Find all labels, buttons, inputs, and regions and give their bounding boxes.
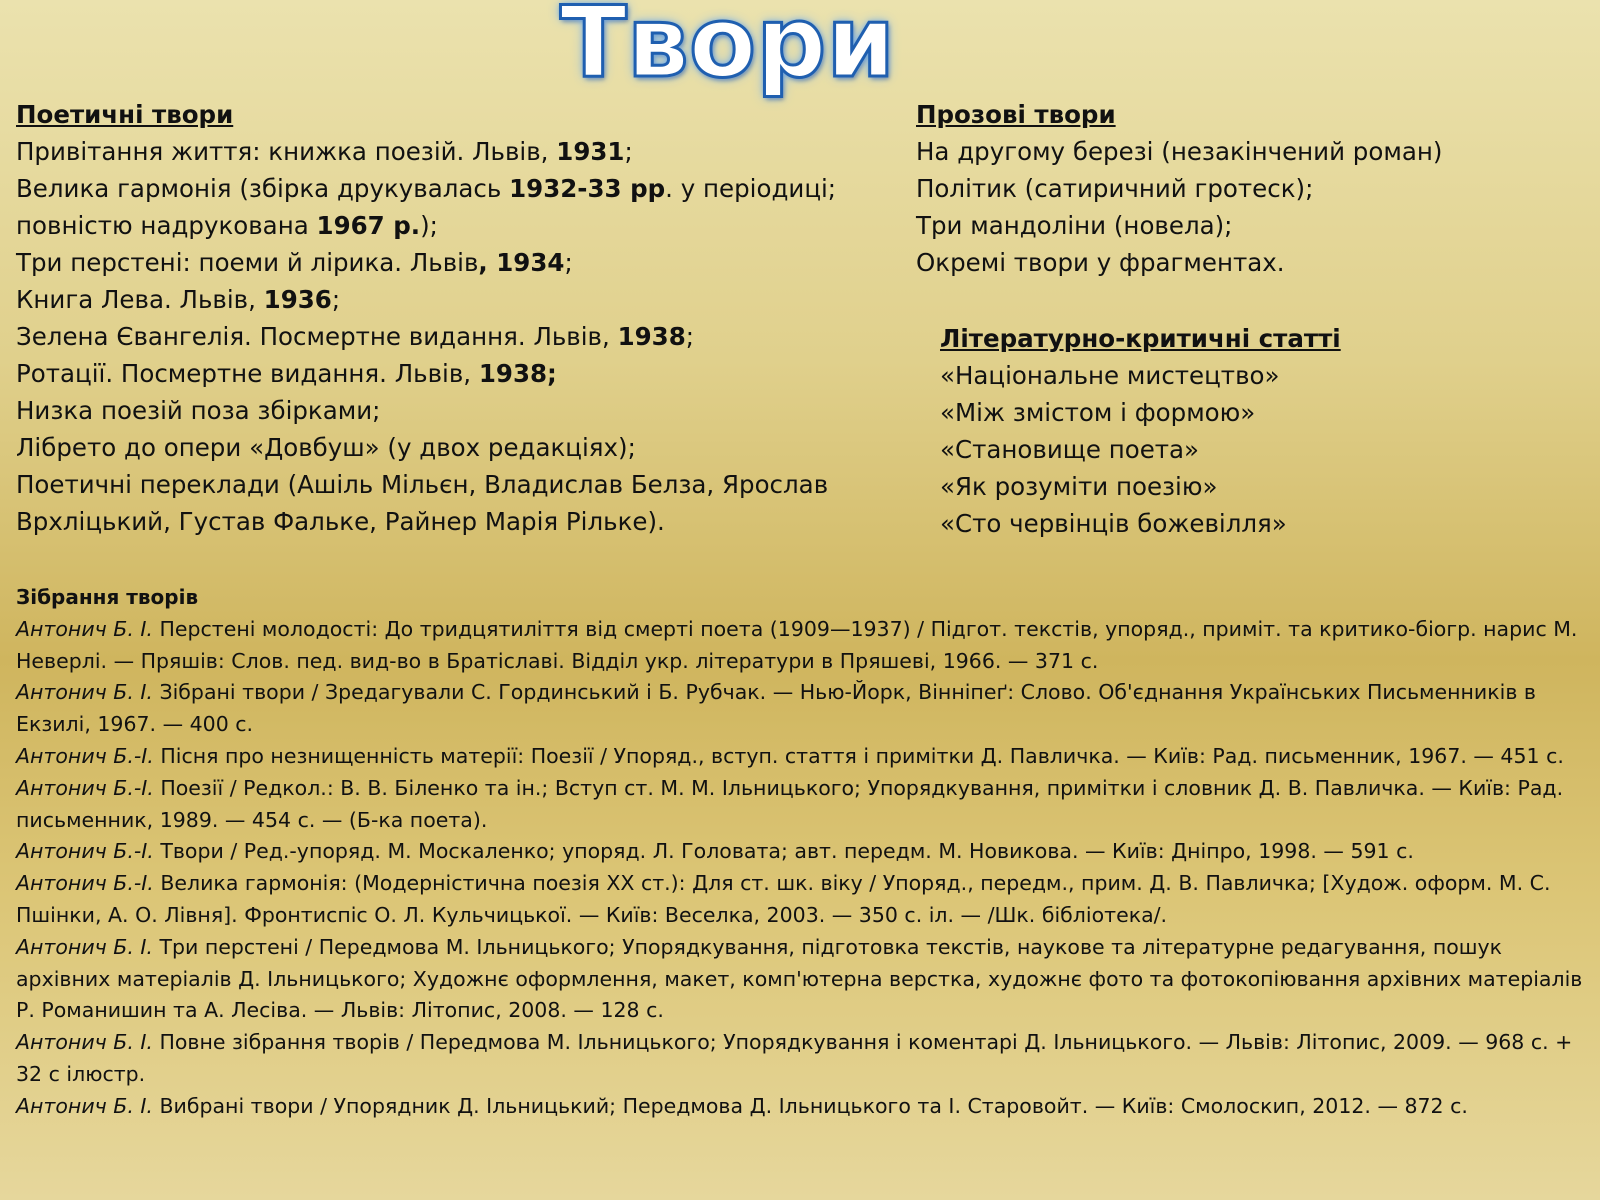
bibliography-entry: Антонич Б. І. Повне зібрання творів / Передмова М. Ільницького; Упорядкування і коментарі Д. Ільницького. — Львів: Літопис, 2009. — 968 с. + 32 с ілюстр.	[16, 1030, 1573, 1086]
bibliography-entry: Антонич Б. І. Зібрані твори / Зредагували С. Гординський і Б. Рубчак. — Нью-Йорк, Вінніпеґ: Слово. Об'єднання Українських Письменників в Екзилі, 1967. — 400 с.	[16, 680, 1537, 737]
critic-section	[940, 320, 1580, 542]
poetry-item: Привітання життя: книжка поезій. Львів, 1931;	[16, 137, 633, 166]
collected-heading: Зібрання творів	[16, 585, 199, 609]
poetry-section	[16, 96, 876, 540]
critic-item: «Становище поета»	[940, 435, 1200, 464]
critic-item: «Між змістом і формою»	[940, 398, 1256, 427]
poetry-item: Поетичні переклади (Ашіль Мільєн, Владислав Белза, Ярослав Врхліцький, Густав Фальке, Райнер Марія Рільке).	[16, 470, 829, 536]
poetry-item-continued: повністю надрукована 1967 р.);	[16, 211, 438, 240]
prose-item: На другому березі (незакінчений роман)	[916, 137, 1443, 166]
bibliography-entry: Антонич Б.-І. Твори / Ред.-упоряд. М. Москаленко; упоряд. Л. Головата; авт. передм. М. Новикова. — Київ: Дніпро, 1998. — 591 с.	[16, 839, 1414, 864]
critic-heading: Літературно-критичні статті	[940, 324, 1341, 353]
poetry-item: Велика гармонія (збірка друкувалась 1932-33 рр. у періодиці;	[16, 174, 837, 203]
poetry-item: Зелена Євангелія. Посмертне видання. Львів, 1938;	[16, 322, 695, 351]
bibliography-entry: Антонич Б.-І. Велика гармонія: (Модерністична поезія ХХ ст.): Для ст. шк. віку / Упоряд., передм., прим. Д. В. Павличка; [Худож. оформ. М. С. Пшінки, А. О. Лівня]. Фронтиспіс О. Л. Кульчицької. — Київ: Веселка, 2003. — 350 с. іл. — /Шк. бібліотека/.	[16, 871, 1551, 927]
bibliography-entry: Антонич Б. І. Перстені молодості: До тридцятиліття від смерті поета (1909—1937) / Підгот. текстів, упоряд., приміт. та критико-біогр. нарис М. Неверлі. — Пряшів: Слов. пед. вид-во в Братіславі. Відділ укр. літератури в Пряшеві, 1966. — 371 с.	[16, 616, 1578, 673]
collected-works-section	[16, 582, 1591, 1123]
poetry-item: Ротації. Посмертне видання. Львів, 1938;	[16, 359, 557, 388]
prose-heading: Прозові твори	[916, 100, 1116, 129]
critic-item: «Сто червінців божевілля»	[940, 509, 1287, 538]
poetry-item: Лібрето до опери «Довбуш» (у двох редакціях);	[16, 433, 636, 462]
slide-title: Твори	[560, 0, 896, 100]
poetry-heading: Поетичні твори	[16, 100, 234, 129]
critic-item: «Як розуміти поезію»	[940, 472, 1218, 501]
prose-section	[916, 96, 1576, 281]
prose-item: Три мандоліни (новела);	[916, 211, 1233, 240]
bibliography-entry: Антонич Б.-І. Поезії / Редкол.: В. В. Біленко та ін.; Вступ ст. М. М. Ільницького; Упорядкування, примітки і словник Д. В. Павличка. — Київ: Рад. письменник, 1989. — 454 с. — (Б-ка поета).	[16, 775, 1564, 832]
poetry-item: Три перстені: поеми й лірика. Львів, 1934;	[16, 248, 573, 277]
critic-item: «Національне мистецтво»	[940, 361, 1280, 390]
prose-item: Політик (сатиричний гротеск);	[916, 174, 1314, 203]
bibliography-entry: Антонич Б. І. Три перстені / Передмова М. Ільницького; Упорядкування, підготовка текстів, наукове та літературне редагування, пошук архівних матеріалів Д. Ільницького; Художнє оформлення, макет, комп'ютерна верстка, художнє фото та фотокопіювання архівних матеріалів Р. Романишин та А. Лесіва. — Львів: Літопис, 2008. — 128 с.	[16, 934, 1583, 1023]
poetry-item: Низка поезій поза збірками;	[16, 396, 381, 425]
bibliography-entry: Антонич Б.-І. Пісня про незнищенність матерії: Поезії / Упоряд., вступ. стаття і примітки Д. Павличка. — Київ: Рад. письменник, 1967. — 451 с.	[16, 743, 1564, 768]
prose-item: Окремі твори у фрагментах.	[916, 248, 1285, 277]
poetry-item: Книга Лева. Львів, 1936;	[16, 285, 341, 314]
bibliography-entry: Антонич Б. І. Вибрані твори / Упорядник Д. Ільницький; Передмова Д. Ільницького та І. Старовойт. — Київ: Смолоскип, 2012. — 872 с.	[16, 1093, 1468, 1118]
